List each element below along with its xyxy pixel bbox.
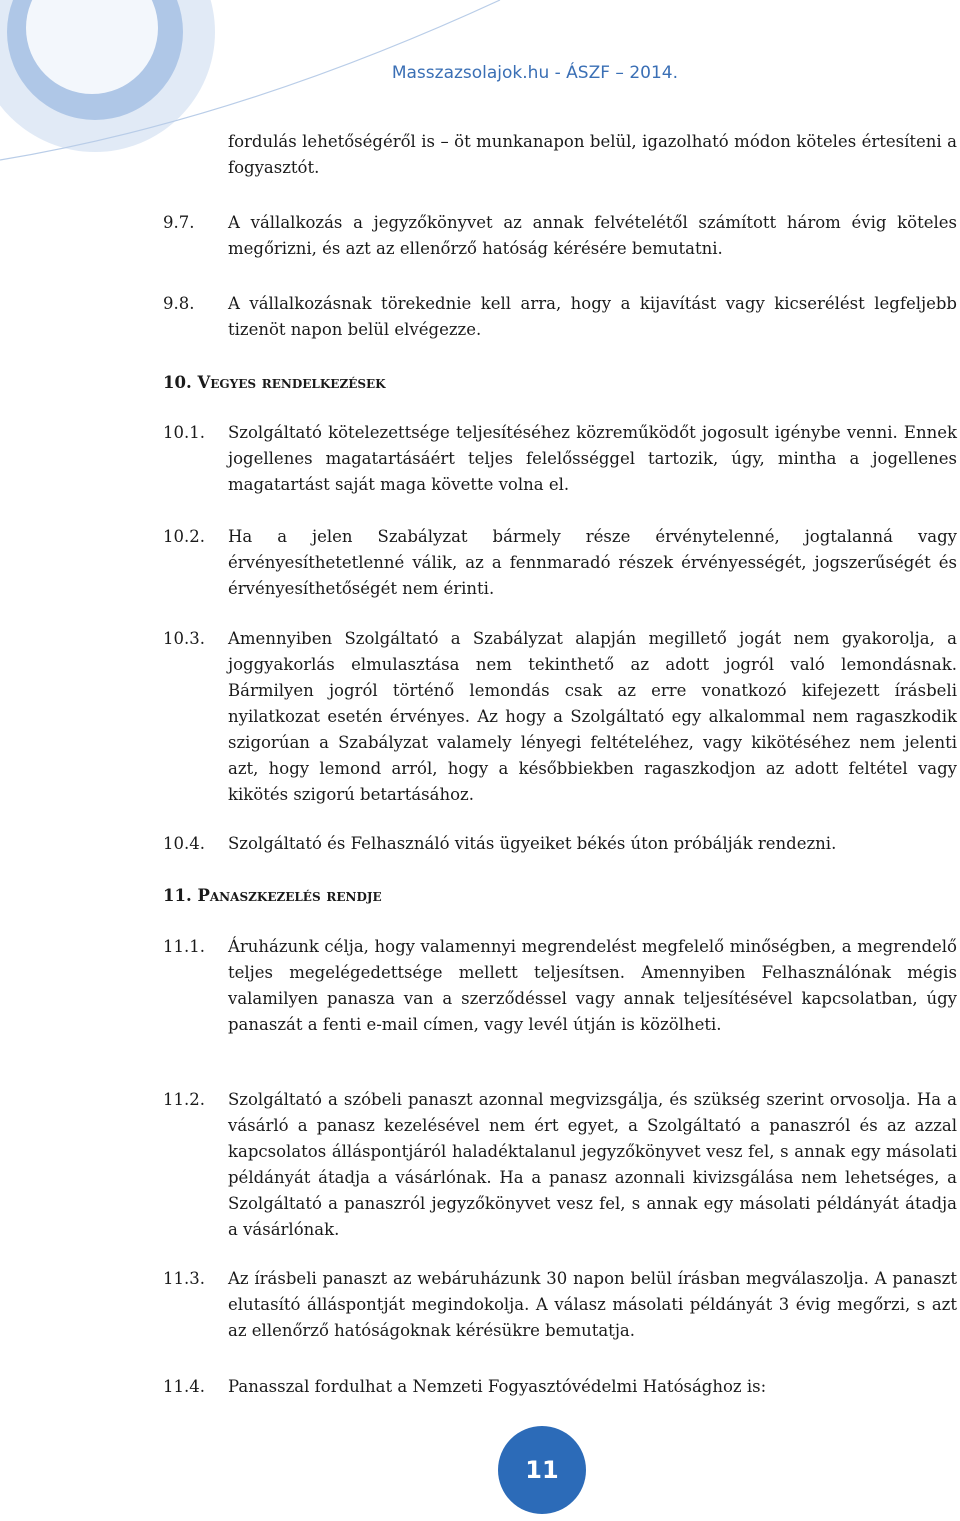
clause-10-3 xyxy=(163,626,957,808)
clause-number: 10.1. xyxy=(163,423,205,442)
section-title: Panaszkezelés rendje xyxy=(197,886,382,905)
clause-text: Áruházunk célja, hogy valamennyi megrendelést megfelelő minőségben, a megrendelő teljes megelégedettsége mellett teljesítsen. Amennyiben Felhasználónak mégis valamilyen panasza van a szerződéssel vagy annak teljesítésével kapcsolatban, úgy panaszát a fenti e-mail címen, vagy levél útján is közölheti. xyxy=(228,937,957,1034)
section-11-heading xyxy=(163,883,382,909)
clause-text: A vállalkozásnak törekednie kell arra, hogy a kijavítást vagy kicserélést legfeljebb tizenöt napon belül elvégezze. xyxy=(228,294,957,339)
clause-11-2 xyxy=(163,1087,957,1243)
clause-number: 11.1. xyxy=(163,937,205,956)
clause-10-4 xyxy=(163,831,957,857)
clause-number: 9.7. xyxy=(163,213,195,232)
clause-9-7 xyxy=(163,210,957,262)
clause-number: 11.3. xyxy=(163,1269,205,1288)
clause-10-2 xyxy=(163,524,957,602)
section-title: Vegyes rendelkezések xyxy=(197,373,386,392)
section-number: 10. xyxy=(163,373,192,392)
clause-text: Ha a jelen Szabályzat bármely része érvénytelenné, jogtalanná vagy érvényesíthetetlenné válik, az a fennmaradó részek érvényességét, jogszerűségét és érvényesíthetőségét nem érinti. xyxy=(228,527,957,598)
clause-11-1 xyxy=(163,934,957,1038)
continuation-text: fordulás lehetőségéről is – öt munkanapon belül, igazolható módon köteles értesíteni a fogyasztót. xyxy=(228,132,957,177)
clause-number: 11.2. xyxy=(163,1090,205,1109)
section-number: 11. xyxy=(163,886,192,905)
clause-11-4 xyxy=(163,1374,957,1400)
clause-number: 10.2. xyxy=(163,527,205,546)
continuation-paragraph xyxy=(163,129,957,181)
clause-11-3 xyxy=(163,1266,957,1344)
clause-text: Szolgáltató kötelezettsége teljesítéséhez közreműködőt jogosult igénybe venni. Ennek jogellenes magatartásáért teljes felelősséggel tartozik, úgy, mintha a jogellenes magatartást saját maga követte volna el. xyxy=(228,423,957,494)
clause-text: Amennyiben Szolgáltató a Szabályzat alapján megillető jogát nem gyakorolja, a joggyakorlás elmulasztása nem tekinthető az adott jogról való lemondásnak. Bármilyen jogról történő lemondás csak az erre vonatkozó kifejezett írásbeli nyilatkozat esetén érvényes. Az hogy a Szolgáltató egy alkalommal nem ragaszkodik szigorúan a Szabályzat valamely lényegi feltételéhez, vagy kikötéséhez nem jelenti azt, hogy lemond arról, hogy a későbbiekben ragaszkodjon az adott feltétel vagy kikötés szigorú betartásához. xyxy=(228,629,957,804)
clause-10-1 xyxy=(163,420,957,498)
clause-9-8 xyxy=(163,291,957,343)
section-10-heading xyxy=(163,370,386,396)
clause-text: A vállalkozás a jegyzőkönyvet az annak felvételétől számított három évig köteles megőrizni, és azt az ellenőrző hatóság kérésére bemutatni. xyxy=(228,213,957,258)
page-number-badge: 11 xyxy=(498,1426,586,1514)
clause-number: 10.4. xyxy=(163,834,205,853)
clause-text: Panasszal fordulhat a Nemzeti Fogyasztóvédelmi Hatósághoz is: xyxy=(228,1377,767,1396)
clause-number: 10.3. xyxy=(163,629,205,648)
clause-text: Az írásbeli panaszt az webáruházunk 30 napon belül írásban megválaszolja. A panaszt elutasító álláspontját megindokolja. A válasz másolati példányát 3 évig megőrzi, s azt az ellenőrző hatóságoknak kérésükre bemutatja. xyxy=(228,1269,957,1340)
clause-text: Szolgáltató és Felhasználó vitás ügyeiket békés úton próbálják rendezni. xyxy=(228,834,837,853)
clause-number: 11.4. xyxy=(163,1377,205,1396)
page-header-title: Masszazsolajok.hu - ÁSZF – 2014. xyxy=(391,63,678,83)
clause-text: Szolgáltató a szóbeli panaszt azonnal megvizsgálja, és szükség szerint orvosolja. Ha a vásárló a panasz kezelésével nem ért egyet, a Szolgáltató a panaszról és az azzal kapcsolatos álláspontjáról haladéktalanul jegyzőkönyvet vesz fel, s annak egy másolati példányát átadja a vásárlónak. Ha a panasz azonnali kivizsgálása nem lehetséges, a Szolgáltató a panaszról jegyzőkönyvet vesz fel, s annak egy másolati példányát átadja a vásárlónak. xyxy=(228,1090,957,1239)
clause-number: 9.8. xyxy=(163,294,195,313)
